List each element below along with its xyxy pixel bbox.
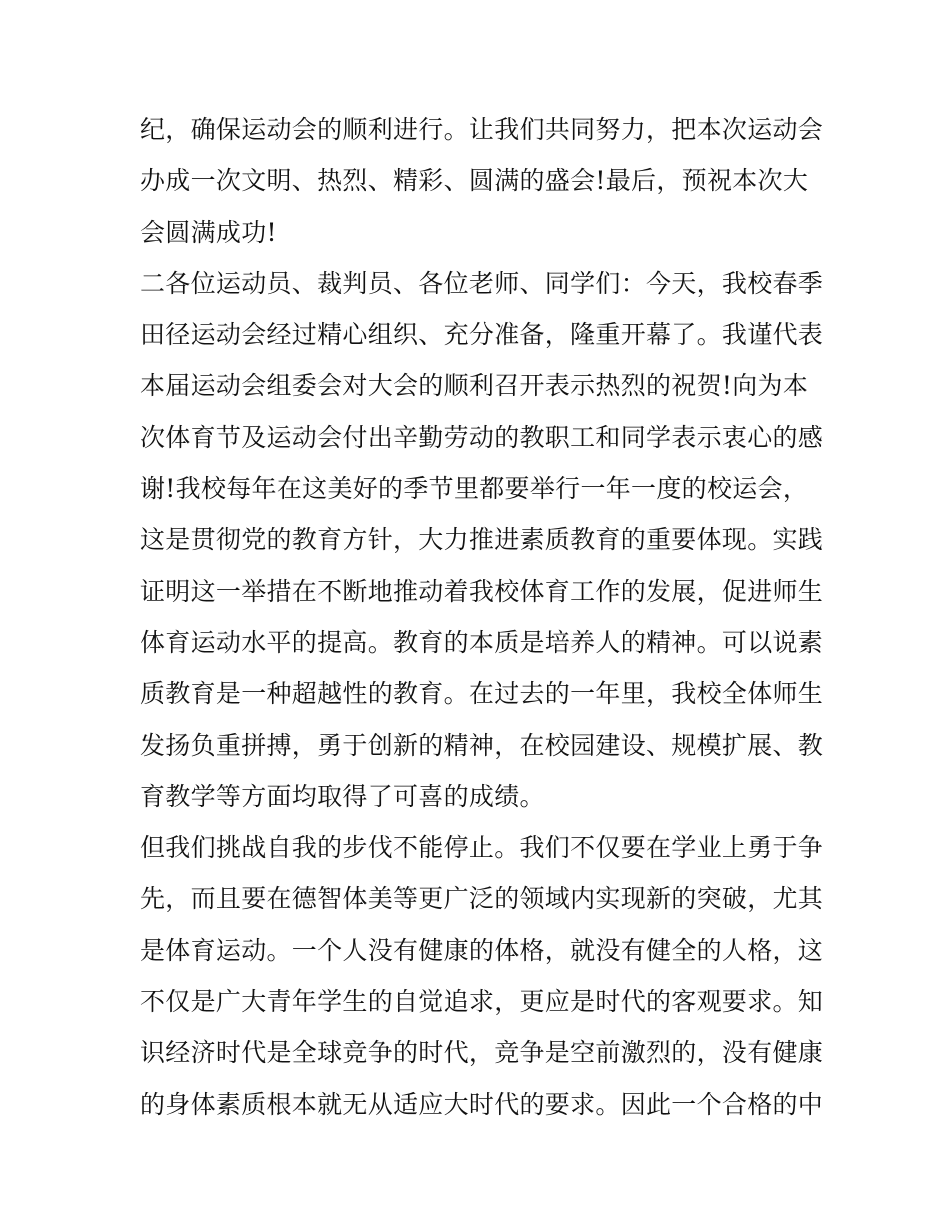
text-line: 体育运动水平的提高。教育的本质是培养人的精神。可以说素 bbox=[140, 627, 824, 657]
text-line: 会圆满成功! bbox=[140, 217, 277, 247]
text-line: 发扬负重拼搏，勇于创新的精神，在校园建设、规模扩展、教 bbox=[140, 730, 824, 760]
text-line: 识经济时代是全球竞争的时代，竞争是空前激烈的，没有健康 bbox=[140, 1038, 824, 1068]
text-line: 这是贯彻党的教育方针，大力推进素质教育的重要体现。实践 bbox=[140, 525, 824, 555]
text-line: 育教学等方面均取得了可喜的成绩。 bbox=[140, 781, 545, 811]
text-line: 本届运动会组委会对大会的顺利召开表示热烈的祝贺!向为本 bbox=[140, 371, 809, 401]
text-line: 次体育节及运动会付出辛勤劳动的教职工和同学表示衷心的感 bbox=[140, 422, 824, 452]
text-line: 先，而且要在德智体美等更广泛的领域内实现新的突破，尤其 bbox=[140, 884, 824, 914]
text-line: 不仅是广大青年学生的自觉追求，更应是时代的客观要求。知 bbox=[140, 987, 824, 1017]
document-body bbox=[140, 108, 824, 1134]
text-line: 但我们挑战自我的步伐不能停止。我们不仅要在学业上勇于争 bbox=[140, 833, 824, 863]
text-line: 二各位运动员、裁判员、各位老师、同学们：今天，我校春季 bbox=[140, 268, 824, 298]
text-line: 质教育是一种超越性的教育。在过去的一年里，我校全体师生 bbox=[140, 679, 824, 709]
text-line: 纪，确保运动会的顺利进行。让我们共同努力，把本次运动会 bbox=[140, 115, 824, 144]
text-line: 办成一次文明、热烈、精彩、圆满的盛会!最后，预祝本次大 bbox=[140, 166, 809, 196]
text-line: 的身体素质根本就无从适应大时代的要求。因此一个合格的中 bbox=[140, 1089, 824, 1119]
text-line: 是体育运动。一个人没有健康的体格，就没有健全的人格，这 bbox=[140, 935, 824, 965]
text-line: 田径运动会经过精心组织、充分准备，隆重开幕了。我谨代表 bbox=[140, 320, 824, 350]
text-line: 谢!我校每年在这美好的季节里都要举行一年一度的校运会， bbox=[140, 474, 809, 504]
text-line: 证明这一举措在不断地推动着我校体育工作的发展，促进师生 bbox=[140, 576, 824, 606]
